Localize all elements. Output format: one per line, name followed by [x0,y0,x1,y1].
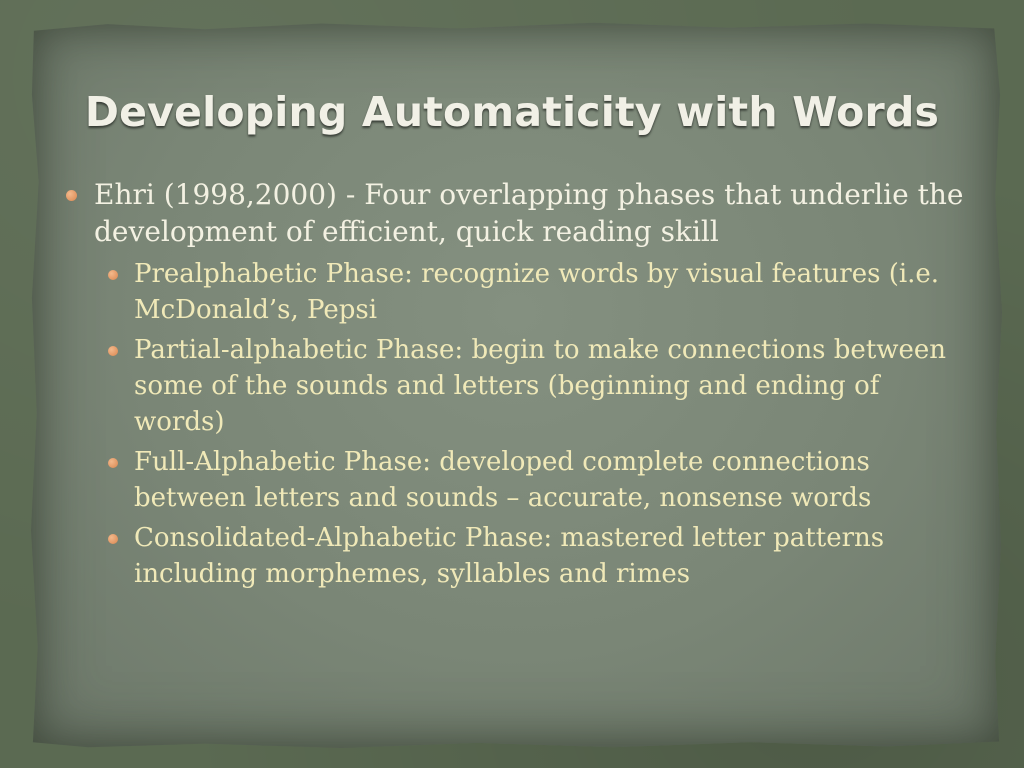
sub-bullet-consolidated-alphabetic [64,520,964,592]
orange-bullet-icon [108,534,118,544]
bullet-item-ehri [64,176,964,250]
slide-title: Developing Automaticity with Words [84,88,940,136]
orange-bullet-icon [108,270,118,280]
sub-bullet-text: Partial-alphabetic Phase: begin to make connections between some of the sounds and letters (beginning and ending of words) [134,335,947,437]
sub-bullet-full-alphabetic [64,444,964,516]
bullet-text: Ehri (1998,2000) - Four overlapping phases that underlie the development of efficient, quick reading skill [94,178,964,248]
sub-bullet-partial-alphabetic [64,332,964,440]
sub-bullet-text: Consolidated-Alphabetic Phase: mastered letter patterns including morphemes, syllables and rimes [134,523,885,589]
orange-bullet-icon [108,458,118,468]
sub-bullet-text: Prealphabetic Phase: recognize words by visual features (i.e. McDonald’s, Pepsi [134,259,940,325]
orange-bullet-icon [66,190,77,201]
slide-body [64,176,964,596]
sub-bullet-prealphabetic [64,256,964,328]
sub-bullet-text: Full-Alphabetic Phase: developed complete connections between letters and sounds – accurate, nonsense words [134,447,872,513]
orange-bullet-icon [108,346,118,356]
phase-list [64,256,964,592]
